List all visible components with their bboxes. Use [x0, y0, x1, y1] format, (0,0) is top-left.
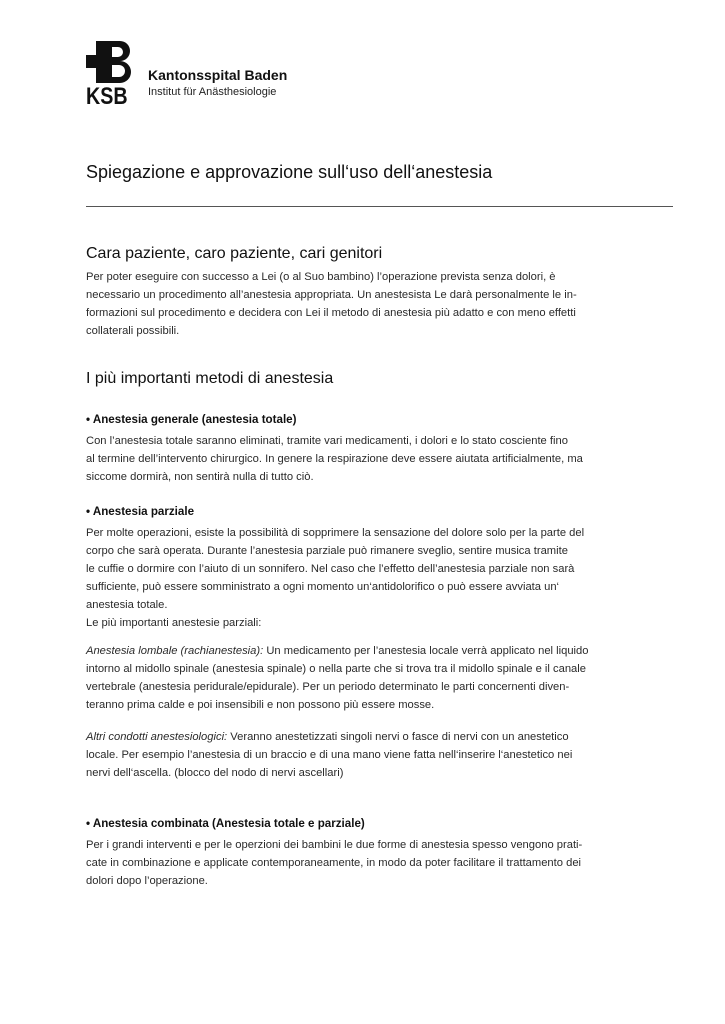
text-line: locale. Per esempio l’anestesia di un braccio e di una mano viene fatta nell‘inserire l‘anestetico nei	[86, 749, 573, 761]
combined-anesthesia-paragraph	[86, 836, 616, 890]
partial-anesthesia-title: • Anestesia parziale	[86, 505, 195, 518]
organization-block	[148, 67, 287, 99]
text-line: sufficiente, può essere somministrato a ogni momento un‘antidolorifico o può essere avviata un‘	[86, 581, 560, 593]
ksb-cross-logo-icon	[86, 41, 134, 83]
text-line: Per i grandi interventi e per le operzioni dei bambini le due forme di anestesia spesso vengono prati-	[86, 839, 583, 851]
text-line: collaterali possibili.	[86, 325, 180, 337]
document-title: Spiegazione e approvazione sull‘uso dell‘anestesia	[86, 162, 493, 182]
altri-label: Altri condotti anestesiologici:	[86, 731, 228, 743]
combined-anesthesia-title: • Anestesia combinata (Anestesia totale e parziale)	[86, 817, 365, 830]
text-line: Per poter eseguire con successo a Lei (o al Suo bambino) l’operazione prevista senza dolori, è	[86, 271, 556, 283]
text-line: necessario un procedimento all’anestesia appropriata. Un anestesista Le darà personalmente le in-	[86, 289, 577, 301]
text-line: al termine dell’intervento chirurgico. In genere la respirazione deve essere aiutata artificialmente, ma	[86, 453, 583, 465]
text-line: vertebrale (anestesia peridurale/epidurale). Per un periodo determinato le parti concernenti diven-	[86, 681, 570, 693]
text-line: Per molte operazioni, esiste la possibilità di sopprimere la sensazione del dolore solo per la parte del	[86, 527, 585, 539]
divider-line	[86, 206, 673, 207]
department-name: Institut für Anästhesiologie	[148, 86, 277, 98]
text-line: cate in combinazione e applicate contemporaneamente, in modo da poter facilitare il trattamento dei	[86, 857, 582, 869]
logo-text: KSB	[86, 83, 128, 110]
general-anesthesia-paragraph	[86, 432, 616, 486]
text-line: intorno al midollo spinale (anestesia spinale) o nella parte che si trova tra il midollo spinale e il canale	[86, 663, 586, 675]
lombale-label: Anestesia lombale (rachianestesia):	[86, 645, 264, 657]
text-line: corpo che sarà operata. Durante l’anestesia parziale può rimanere sveglio, sentire musica tramite	[86, 545, 568, 557]
organization-name: Kantonsspital Baden	[148, 67, 288, 83]
text-line: formazioni sul procedimento e decidera con Lei il metodo di anestesia più adatto e con meno effetti	[86, 307, 576, 319]
text-line	[86, 642, 616, 660]
ksb-logo	[86, 41, 134, 109]
text-line: Le più importanti anestesie parziali:	[86, 617, 262, 629]
intro-paragraph	[86, 268, 616, 340]
text-line: dolori dopo l’operazione.	[86, 875, 208, 887]
lombale-paragraph	[86, 642, 616, 714]
methods-heading: I più importanti metodi di anestesia	[86, 370, 334, 387]
text-line: teranno prima calde e poi insensibili e non possono più essere mosse.	[86, 699, 435, 711]
text-line: anestesia totale.	[86, 599, 168, 611]
altri-paragraph	[86, 728, 616, 782]
general-anesthesia-title: • Anestesia generale (anestesia totale)	[86, 413, 297, 426]
text-line: siccome dormirà, non sentirà nulla di tutto ciò.	[86, 471, 314, 483]
lombale-first-line: Un medicamento per l’anestesia locale verrà applicato nel liquido	[263, 645, 589, 657]
text-line: le cuffie o dormire con l’aiuto di un sonnifero. Nel caso che l’effetto dell’anestesia parziale non sarà	[86, 563, 575, 575]
text-line: nervi dell‘ascella. (blocco del nodo di nervi ascellari)	[86, 767, 344, 779]
intro-heading: Cara paziente, caro paziente, cari genitori	[86, 245, 383, 262]
altri-first-line: Veranno anestetizzati singoli nervi o fasce di nervi con un anestetico	[227, 731, 569, 743]
text-line: Con l’anestesia totale saranno eliminati, tramite vari medicamenti, i dolori e lo stato cosciente fino	[86, 435, 568, 447]
partial-anesthesia-paragraph	[86, 524, 616, 632]
text-line	[86, 728, 616, 746]
